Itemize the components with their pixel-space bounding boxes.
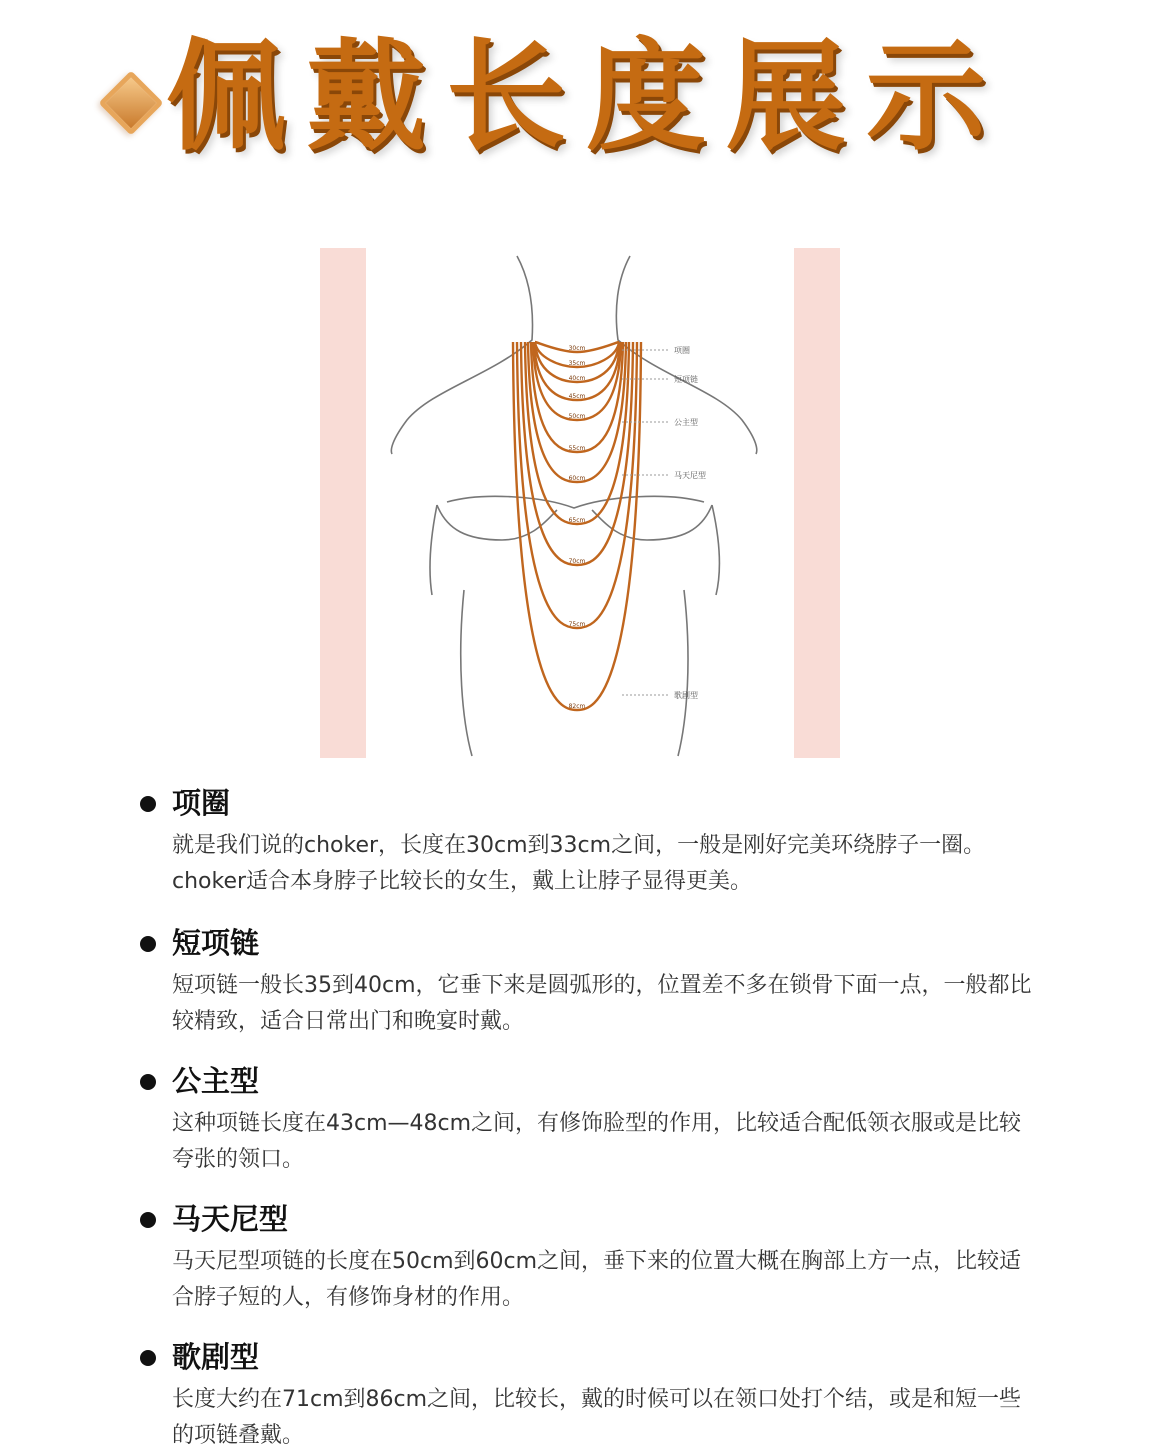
- length-label: 75cm: [568, 621, 586, 628]
- type-label: 项圈: [674, 346, 690, 355]
- section-title: 项圈: [172, 786, 231, 820]
- header: [0, 0, 1170, 200]
- length-label: 40cm: [568, 375, 586, 382]
- section-body: 就是我们说的choker，长度在30cm到33cm之间，一般是刚好完美环绕脖子一圈。choker适合本身脖子比较长的女生，戴上让脖子显得更美。: [172, 833, 986, 894]
- section-body: 长度大约在71cm到86cm之间，比较长，戴的时候可以在领口处打个结，或是和短一些的项链叠戴。: [172, 1387, 1022, 1448]
- section-title: 歌剧型: [172, 1340, 260, 1374]
- page-title: 佩戴长度展示: [166, 28, 1006, 167]
- section-title: 马天尼型: [172, 1202, 289, 1236]
- necklace-length-diagram: [312, 240, 852, 762]
- length-label: 65cm: [568, 517, 586, 524]
- bullet-dot: [140, 1212, 156, 1228]
- section-body: 马天尼型项链的长度在50cm到60cm之间，垂下来的位置大概在胸部上方一点，比较适合脖子短的人，有修饰身材的作用。: [172, 1249, 1022, 1310]
- type-label: 歌剧型: [674, 691, 698, 700]
- bullet-dot: [140, 936, 156, 952]
- length-label: 50cm: [568, 413, 586, 420]
- necklace-loop: [525, 342, 629, 524]
- left-pink-bar: [320, 248, 366, 758]
- bullet-dot: [140, 796, 156, 812]
- length-label: 30cm: [568, 345, 586, 352]
- bullet-dot: [140, 1350, 156, 1366]
- section-title: 短项链: [172, 926, 260, 960]
- type-label: 公主型: [674, 418, 698, 427]
- length-label: 35cm: [568, 360, 586, 367]
- torso-outline: [391, 256, 756, 756]
- section-body: 这种项链长度在43cm—48cm之间，有修饰脸型的作用，比较适合配低领衣服或是比较夸张的领口。: [172, 1111, 1022, 1172]
- section-body: 短项链一般长35到40cm，它垂下来是圆弧形的，位置差不多在锁骨下面一点，一般都比较精致，适合日常出门和晚宴时戴。: [172, 973, 1032, 1034]
- diamond-icon: [98, 70, 163, 135]
- length-label: 70cm: [568, 558, 586, 565]
- type-label: 马天尼型: [674, 471, 706, 480]
- length-label: 55cm: [568, 445, 586, 452]
- type-label: 短项链: [674, 375, 698, 384]
- length-labels: [569, 345, 586, 710]
- necklace-diagram-svg: [312, 240, 852, 762]
- length-label: 45cm: [568, 393, 586, 400]
- length-label: 82cm: [568, 703, 586, 710]
- right-pink-bar: [794, 248, 840, 758]
- section-title: 公主型: [172, 1064, 260, 1098]
- length-label: 60cm: [568, 475, 586, 482]
- bullet-dot: [140, 1074, 156, 1090]
